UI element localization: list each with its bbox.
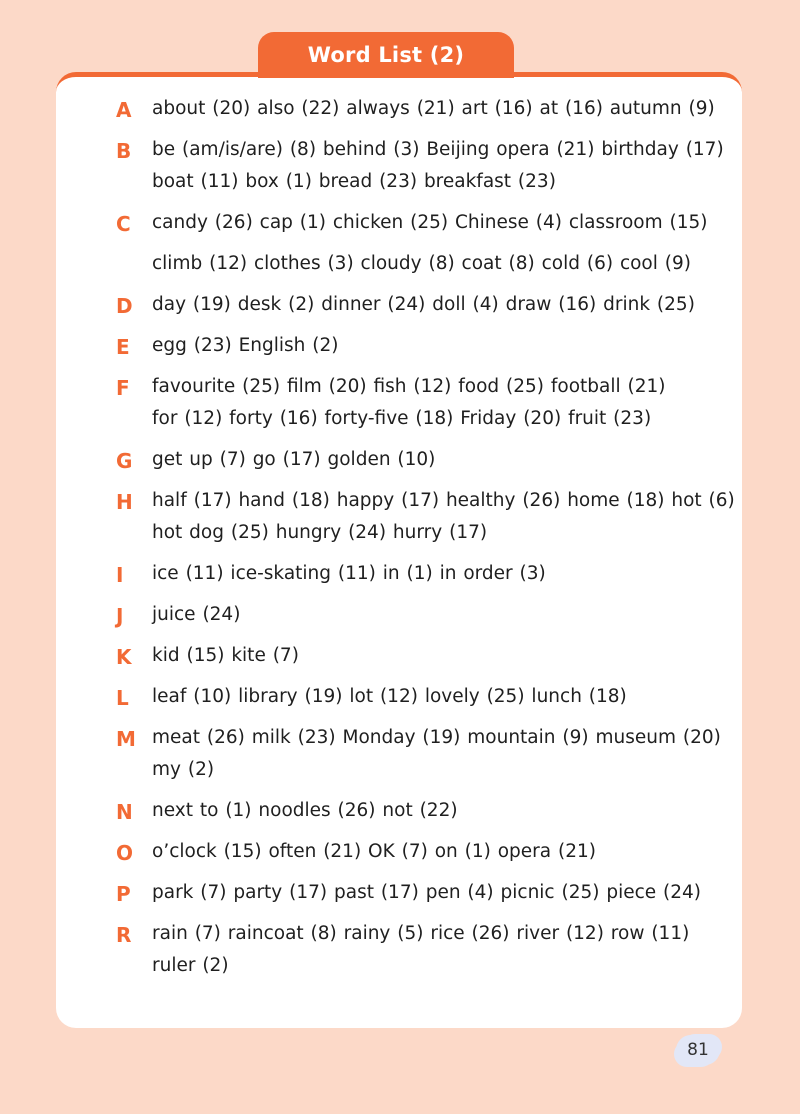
entry-letter: K — [116, 645, 132, 669]
entry-letter: B — [116, 139, 132, 163]
entry-line: ice (11) ice-skating (11) in (1) in order (3) — [152, 563, 546, 584]
entry-letter: M — [116, 727, 136, 751]
entry-line: leaf (10) library (19) lot (12) lovely (25) lunch (18) — [152, 686, 627, 707]
entry-line: half (17) hand (18) happy (17) healthy (26) home (18) hot (6) — [152, 490, 735, 511]
entry-letter: L — [116, 686, 129, 710]
entry-line: juice (24) — [152, 604, 241, 625]
entry-letter: J — [116, 604, 124, 628]
word-list-title: Word List (2) — [258, 32, 514, 78]
entry-line: candy (26) cap (1) chicken (25) Chinese (4) classroom (15) — [152, 212, 708, 233]
entry-letter: P — [116, 882, 131, 906]
entry-letter: N — [116, 800, 133, 824]
entry-line: about (20) also (22) always (21) art (16) at (16) autumn (9) — [152, 98, 715, 119]
entry-letter: I — [116, 563, 124, 587]
entry-letter: A — [116, 98, 132, 122]
entry-line: park (7) party (17) past (17) pen (4) picnic (25) piece (24) — [152, 882, 702, 903]
entry-line: o’clock (15) often (21) OK (7) on (1) opera (21) — [152, 841, 596, 862]
entry-letter: F — [116, 376, 130, 400]
entry-letter: D — [116, 294, 133, 318]
entry-line: favourite (25) film (20) fish (12) food (25) football (21) — [152, 376, 666, 397]
entry-letter: C — [116, 212, 131, 236]
entry-line: boat (11) box (1) bread (23) breakfast (23) — [152, 171, 556, 192]
entry-line: climb (12) clothes (3) cloudy (8) coat (8) cold (6) cool (9) — [152, 253, 691, 274]
page-number-badge: 81 — [676, 1035, 720, 1065]
entry-letter: E — [116, 335, 130, 359]
entry-line: next to (1) noodles (26) not (22) — [152, 800, 458, 821]
entry-line: kid (15) kite (7) — [152, 645, 299, 666]
entry-line: get up (7) go (17) golden (10) — [152, 449, 436, 470]
entry-letter: G — [116, 449, 133, 473]
entry-line: be (am/is/are) (8) behind (3) Beijing opera (21) birthday (17) — [152, 139, 724, 160]
entry-line: meat (26) milk (23) Monday (19) mountain (9) museum (20) — [152, 727, 721, 748]
entry-line: egg (23) English (2) — [152, 335, 339, 356]
entry-line: for (12) forty (16) forty-five (18) Friday (20) fruit (23) — [152, 408, 652, 429]
entry-letter: O — [116, 841, 134, 865]
entry-line: ruler (2) — [152, 955, 229, 976]
entry-letter: R — [116, 923, 132, 947]
entry-line: hot dog (25) hungry (24) hurry (17) — [152, 522, 488, 543]
entry-line: day (19) desk (2) dinner (24) doll (4) draw (16) drink (25) — [152, 294, 695, 315]
entry-letter: H — [116, 490, 133, 514]
entry-line: rain (7) raincoat (8) rainy (5) rice (26) river (12) row (11) — [152, 923, 690, 944]
entry-line: my (2) — [152, 759, 215, 780]
